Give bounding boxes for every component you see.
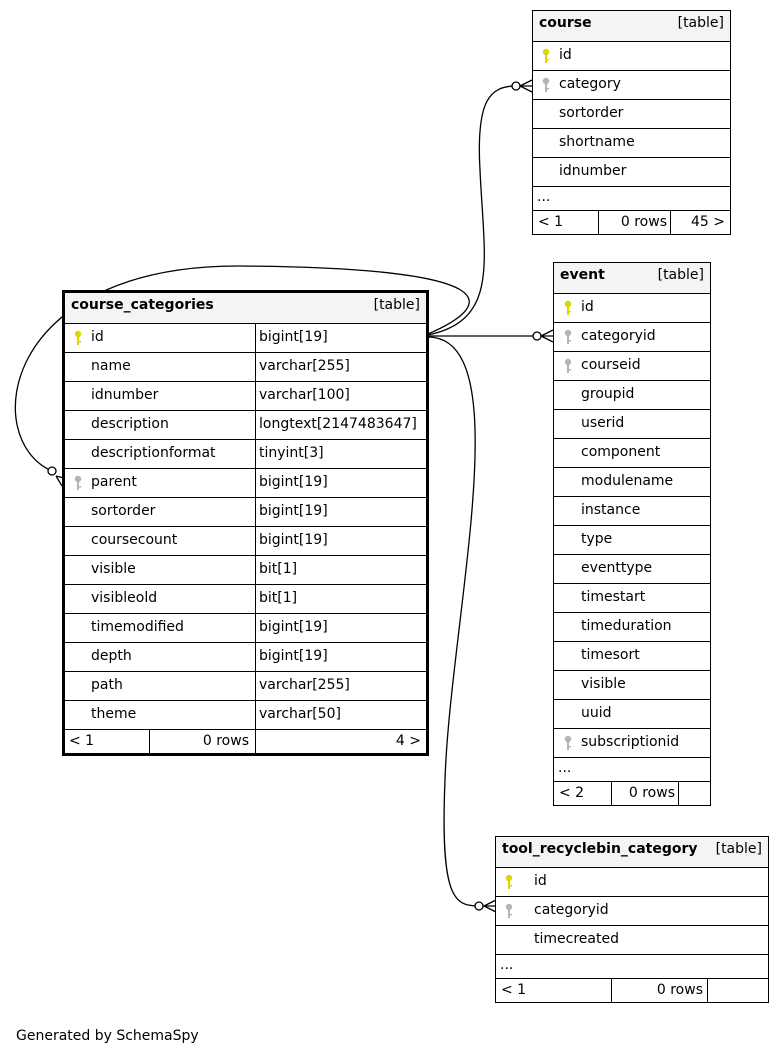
table-kind: [table] — [677, 15, 724, 31]
table-kind: [table] — [715, 841, 762, 857]
table-name: course_categories — [71, 297, 214, 313]
foreign-key-icon — [504, 903, 514, 919]
column-type: bit[1] — [259, 561, 298, 577]
row-count: 0 rows — [202, 733, 249, 749]
column-row[interactable] — [65, 410, 426, 439]
column-type: varchar[50] — [259, 706, 341, 722]
relation-zero-marker — [512, 82, 520, 90]
column-name: idnumber — [91, 387, 159, 403]
primary-key-icon — [73, 330, 83, 346]
column-name: parent — [91, 474, 137, 490]
column-name: categoryid — [581, 328, 656, 344]
column-row[interactable] — [554, 554, 710, 583]
column-row[interactable] — [554, 351, 710, 380]
column-name: sortorder — [559, 105, 624, 121]
column-row[interactable] — [533, 99, 730, 128]
column-name: theme — [91, 706, 137, 722]
parents-count: < 2 — [559, 785, 585, 801]
foreign-key-icon — [73, 475, 83, 491]
relation-zero-marker — [48, 467, 56, 475]
column-type: longtext[2147483647] — [259, 416, 417, 432]
column-row[interactable] — [554, 612, 710, 641]
column-row[interactable] — [554, 467, 710, 496]
foreign-key-icon — [563, 329, 573, 345]
table-kind: [table] — [657, 267, 704, 283]
primary-key-icon — [563, 300, 573, 316]
foreign-key-icon — [563, 358, 573, 374]
more-columns: ... — [558, 760, 572, 776]
column-row[interactable] — [533, 70, 730, 99]
children-count: 4 > — [395, 733, 421, 749]
column-name: eventtype — [581, 560, 653, 576]
column-row[interactable] — [496, 896, 768, 925]
relation-course-category — [428, 86, 516, 335]
children-count: 45 > — [691, 214, 725, 230]
table-kind: [table] — [373, 297, 420, 313]
primary-key-icon — [541, 48, 551, 64]
column-name: id — [534, 873, 547, 889]
column-row[interactable] — [65, 323, 426, 352]
column-type: bit[1] — [259, 590, 298, 606]
column-row[interactable] — [554, 496, 710, 525]
column-row[interactable] — [533, 41, 730, 70]
column-row[interactable] — [554, 409, 710, 438]
column-name: id — [581, 299, 594, 315]
column-name: description — [91, 416, 169, 432]
column-name: modulename — [581, 473, 674, 489]
column-row[interactable] — [554, 583, 710, 612]
column-name: idnumber — [559, 163, 627, 179]
column-name: descriptionformat — [91, 445, 216, 461]
column-row[interactable] — [554, 525, 710, 554]
column-name: userid — [581, 415, 625, 431]
parents-count: < 1 — [501, 982, 527, 998]
column-name: component — [581, 444, 661, 460]
column-type: bigint[19] — [259, 503, 328, 519]
more-columns: ... — [500, 957, 514, 973]
column-type: bigint[19] — [259, 648, 328, 664]
column-row[interactable] — [65, 671, 426, 700]
column-type: bigint[19] — [259, 619, 328, 635]
table-course-categories[interactable] — [62, 290, 429, 756]
column-type: tinyint[3] — [259, 445, 324, 461]
column-row[interactable] — [554, 699, 710, 728]
table-name: event — [560, 267, 605, 283]
column-row[interactable] — [65, 352, 426, 381]
column-type: bigint[19] — [259, 532, 328, 548]
column-name: subscriptionid — [581, 734, 680, 750]
column-row[interactable] — [554, 641, 710, 670]
primary-key-icon — [504, 874, 514, 890]
column-row[interactable] — [65, 381, 426, 410]
table-name: tool_recyclebin_category — [502, 841, 698, 857]
column-name: id — [91, 329, 104, 345]
column-row[interactable] — [496, 925, 768, 954]
column-row[interactable] — [65, 439, 426, 468]
column-name: timestart — [581, 589, 646, 605]
column-type: varchar[255] — [259, 677, 350, 693]
column-row[interactable] — [533, 157, 730, 186]
column-name: timesort — [581, 647, 640, 663]
row-count: 0 rows — [656, 982, 703, 998]
column-name: depth — [91, 648, 132, 664]
column-row[interactable] — [65, 642, 426, 671]
column-row[interactable] — [65, 700, 426, 729]
more-columns: ... — [537, 189, 551, 205]
column-row[interactable] — [65, 526, 426, 555]
table-name: course — [539, 15, 592, 31]
column-name: shortname — [559, 134, 635, 150]
column-name: category — [559, 76, 621, 92]
column-row[interactable] — [65, 497, 426, 526]
column-name: name — [91, 358, 131, 374]
column-name: timeduration — [581, 618, 672, 634]
column-type: varchar[255] — [259, 358, 350, 374]
column-name: visible — [91, 561, 136, 577]
column-name: categoryid — [534, 902, 609, 918]
column-name: uuid — [581, 705, 612, 721]
column-name: coursecount — [91, 532, 178, 548]
column-row[interactable] — [554, 322, 710, 351]
column-name: groupid — [581, 386, 635, 402]
relation-zero-marker — [475, 902, 483, 910]
relation-recyclebin-categoryid — [428, 337, 479, 906]
relation-zero-marker — [533, 332, 541, 340]
column-name: path — [91, 677, 123, 693]
parents-count: < 1 — [538, 214, 564, 230]
column-name: sortorder — [91, 503, 156, 519]
foreign-key-icon — [541, 77, 551, 93]
column-name: timemodified — [91, 619, 184, 635]
column-row[interactable] — [65, 584, 426, 613]
column-name: visibleold — [91, 590, 158, 606]
column-type: varchar[100] — [259, 387, 350, 403]
table-tool-recyclebin-category[interactable] — [495, 836, 769, 1003]
column-row[interactable] — [496, 867, 768, 896]
column-row[interactable] — [65, 468, 426, 497]
row-count: 0 rows — [628, 785, 675, 801]
column-row[interactable] — [65, 555, 426, 584]
column-type: bigint[19] — [259, 474, 328, 490]
column-row[interactable] — [533, 128, 730, 157]
column-name: instance — [581, 502, 641, 518]
column-name: type — [581, 531, 613, 547]
column-type: bigint[19] — [259, 329, 328, 345]
parents-count: < 1 — [69, 733, 95, 749]
table-course[interactable] — [532, 10, 731, 235]
column-name: visible — [581, 676, 626, 692]
column-name: id — [559, 47, 572, 63]
column-row[interactable] — [554, 728, 710, 757]
column-row[interactable] — [554, 670, 710, 699]
column-row[interactable] — [554, 438, 710, 467]
column-name: timecreated — [534, 931, 619, 947]
foreign-key-icon — [563, 735, 573, 751]
column-row[interactable] — [554, 380, 710, 409]
footer-credit: Generated by SchemaSpy — [16, 1028, 199, 1044]
column-row[interactable] — [554, 293, 710, 322]
table-event[interactable] — [553, 262, 711, 806]
row-count: 0 rows — [620, 214, 667, 230]
column-name: courseid — [581, 357, 641, 373]
column-row[interactable] — [65, 613, 426, 642]
